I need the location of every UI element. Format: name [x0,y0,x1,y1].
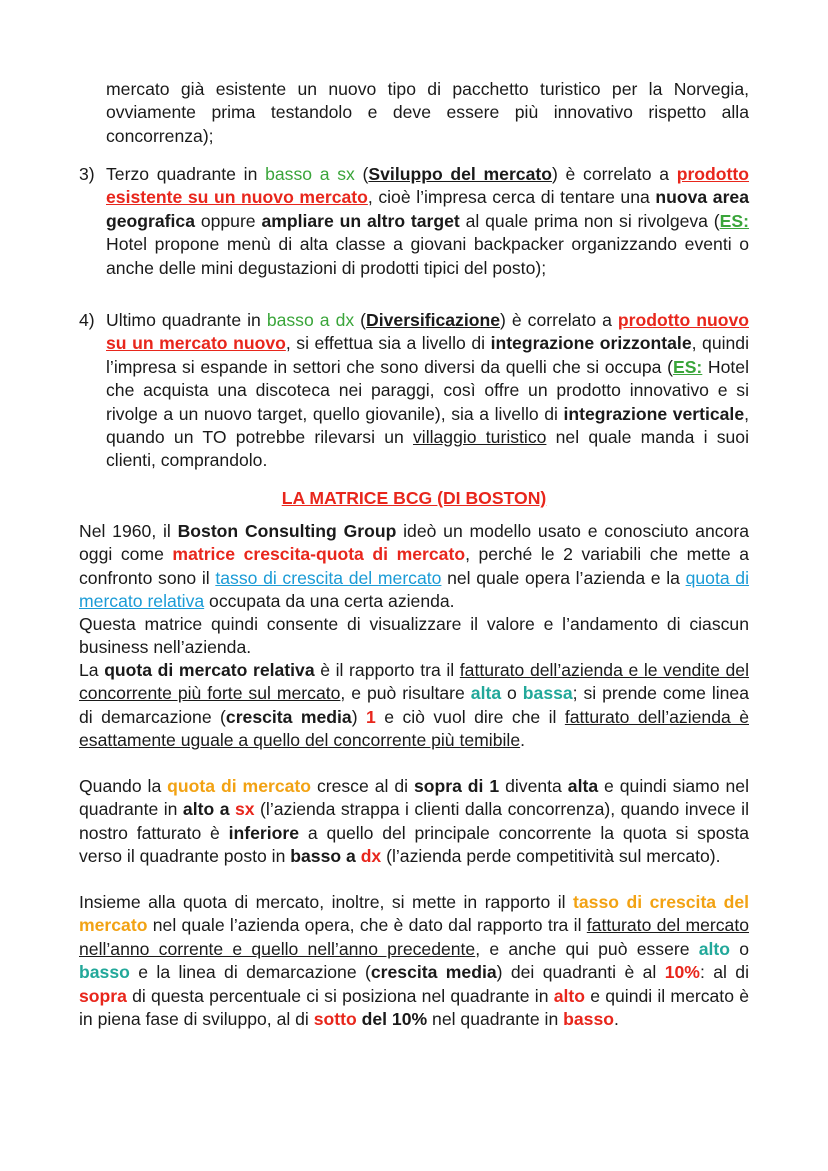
text: e ciò vuol dire che il [375,706,565,727]
text-green: basso a dx [266,310,355,330]
text: ( [354,310,367,330]
text: , si effettua sia a livello di [285,333,491,354]
text-red: basso [563,1009,614,1030]
text-teal: alta [470,683,502,704]
text-bold: crescita media [370,962,497,983]
text-teal: basso [79,962,130,983]
text-teal: alto [698,938,730,959]
list-item-3 [106,163,749,280]
text-red: sotto [313,1009,357,1030]
text: e quindi siamo nel quadrante in [79,776,749,820]
text-bold: alto a [182,799,235,820]
text: oppure [194,210,262,231]
text-red: alto [553,985,585,1006]
text: nel quale opera l’azienda e la [441,567,686,588]
text: diventa [499,776,568,796]
example-label: ES: [672,356,703,377]
list-item-4 [106,309,749,473]
text-blue-underline: tasso di crescita del mercato [215,567,442,588]
text: Quando la [79,776,168,796]
section-title: LA MATRICE BCG (DI BOSTON) [281,488,547,508]
text-red: matrice crescita-quota di mercato [172,544,466,565]
text-bold: integrazione orizzontale [490,333,692,354]
text: a quello del principale concorrente la quota si sposta verso il quadrante posto in [79,822,749,867]
text: , e anche qui può essere [475,938,699,959]
text-bold-underline: Sviluppo del mercato [368,164,552,184]
text: è il rapporto tra il [314,660,460,680]
text-bold: ampliare un altro target [261,210,460,231]
text-bold: integrazione verticale [563,403,745,424]
text: Ultimo quadrante in [106,310,267,330]
text: , cioè l’impresa cerca di tentare una [367,187,656,208]
text-red-underline: prodotto esistente su un nuovo mercato [106,164,750,208]
text-underline: villaggio turistico [413,427,547,448]
text: (l’azienda perde competitività sul mercato). [381,846,721,867]
text-red: sx [234,799,255,820]
bcg-paragraph-growth [79,891,749,1031]
text: ) è correlato a [500,310,618,330]
text: Insieme alla quota di mercato, inoltre, si mette in rapporto il [79,892,574,912]
text: Hotel che acquista una discoteca nei paraggi, così offre un prodotto innovativo e si rivolge a un nuovo target, quello giovanile), sia a livello di [106,356,749,424]
text: o [730,938,749,959]
text: . [520,730,525,751]
text: ) dei quadranti è al [496,962,665,983]
bcg-paragraph-quadrants [79,775,749,869]
text: occupata da una certa azienda. [204,591,455,612]
text: ; si prende come linea di demarcazione ( [79,683,750,727]
text: nel quale l’azienda opera, che è dato dal rapporto tra il [147,915,587,936]
list-number-4: 4) [79,310,95,330]
text: , perché le 2 variabili che mette a confronto sono il [79,544,749,588]
text-underline: fatturato dell’azienda e le vendite del concorrente più forte sul mercato [79,660,750,704]
text: Terzo quadrante in [106,164,266,184]
text: ( [354,164,369,184]
text: ) è correlato a [551,164,677,184]
text: Questa matrice quindi consente di visualizzare il valore e l’andamento di ciascun business nell’azienda. [79,614,749,658]
text-red: 1 [366,706,376,727]
example-label: ES: [719,210,750,231]
text: La [79,660,105,680]
text: mercato già esistente un nuovo tipo di pacchetto turistico per la Norvegia, ovviamente prima testandolo e deve essere più innovativo rispetto alla concorrenza); [106,79,749,146]
text-bold: nuova area geografica [106,187,749,231]
text-bold: sopra di 1 [413,776,500,796]
text: di questa percentuale ci si posiziona nel quadrante in [126,985,554,1006]
text-teal: bassa [522,683,573,704]
text: , quindi l’impresa si espande in settori che sono diversi da quelli che si occupa ( [106,333,749,377]
text: ideò un modello usato e conosciuto ancora oggi come [79,521,749,565]
text-bold: crescita media [225,706,352,727]
list-number-3: 3) [79,164,95,184]
text-bold: quota di mercato relativa [104,660,315,680]
text: e quindi il mercato è in piena fase di sviluppo, al di [79,985,749,1030]
text-red: dx [360,846,382,867]
text: e la linea di demarcazione ( [129,962,371,983]
text-red-underline: prodotto nuovo su un mercato nuovo [106,310,750,354]
paragraph-continuation [106,78,749,148]
text-orange: quota di mercato [167,776,312,796]
bcg-paragraph-matrix [79,613,749,660]
text: Hotel propone menù di alta classe a giovani backpacker organizzando eventi o anche delle mini degustazioni di prodotti tipici del posto); [106,234,749,278]
text-bold: basso a [290,846,361,867]
text-bold-underline: Diversificazione [366,310,500,330]
text: , quando un TO potrebbe rilevarsi un [106,403,749,448]
text: , e può risultare [340,683,471,704]
text-green: basso a sx [265,164,355,184]
text: : al di [699,962,749,983]
text-bold: del 10% [361,1009,428,1030]
text-orange: tasso di crescita del mercato [79,892,749,936]
text-bold: Boston Consulting Group [177,521,397,541]
text-bold: inferiore [228,822,300,843]
text-underline: fatturato del mercato nell’anno corrente e quello nell’anno precedente [79,915,749,959]
text: Nel 1960, il [79,521,178,541]
text-red: sopra [79,985,127,1006]
text-blue-underline: quota di mercato relativa [79,567,750,612]
bcg-paragraph-quota [79,659,749,753]
text: ) [351,706,367,727]
text: nel quale manda i suoi clienti, comprandolo. [106,427,749,471]
text-bold: alta [567,776,599,796]
text: al quale prima non si rivolgeva ( [459,210,720,231]
text: . [613,1009,619,1030]
text-red: 10% [664,962,700,983]
text: (l’azienda strappa i clienti dalla concorrenza), quando invece il nostro fatturato è [79,799,749,843]
text: o [501,683,523,704]
bcg-paragraph-intro [79,520,749,614]
text: cresce al di [311,776,414,796]
text: nel quadrante in [427,1009,564,1030]
text-underline: fatturato dell’azienda è esattamente uguale a quello del concorrente più temibile [79,706,749,751]
